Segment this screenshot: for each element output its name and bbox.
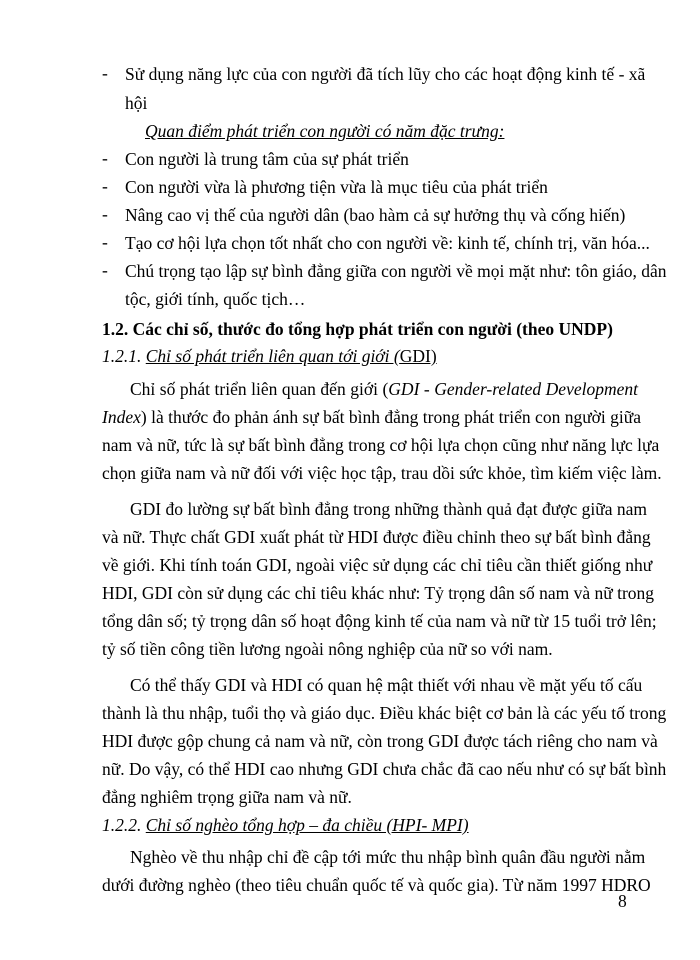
perspective-heading: Quan điểm phát triển con người có năm đặc trưng:: [145, 121, 505, 141]
bullet-text: Sử dụng năng lực của con người đã tích lũy cho các hoạt động kinh tế - xã: [125, 64, 646, 84]
section-title-abbr: GDI): [399, 346, 437, 366]
section-title: Chỉ số phát triển liên quan tới giới (: [145, 346, 400, 366]
paragraph-line: nữ. Do vậy, có thể HDI cao nhưng GDI chưa chắc đã cao nếu như có sự bất bình: [102, 759, 667, 779]
bullet-text: Con người vừa là phương tiện vừa là mục tiêu của phát triển: [125, 177, 548, 197]
section-title: Chỉ số nghèo tổng hợp – đa chiều (HPI- MPI): [145, 815, 469, 835]
bullet-dash: -: [102, 204, 108, 224]
bullet-dash: -: [102, 63, 108, 83]
text-run-italic: GDI - Gender-related Development: [388, 379, 638, 399]
text-run: ) là thước đo phản ánh sự bất bình đẳng trong phát triển con người giữa: [140, 407, 642, 427]
section-number: 1.2.2.: [102, 815, 146, 835]
bullet-text-cont: tộc, giới tính, quốc tịch…: [125, 289, 306, 309]
paragraph-line: Nghèo về thu nhập chỉ đề cập tới mức thu nhập bình quân đầu người nằm: [130, 847, 646, 867]
paragraph-line: GDI đo lường sự bất bình đẳng trong những thành quả đạt được giữa nam: [130, 499, 647, 519]
paragraph-line: [130, 378, 638, 400]
paragraph-line: [102, 406, 642, 428]
page-number: 8: [618, 891, 627, 911]
text-run: Chỉ số phát triển liên quan đến giới (: [130, 379, 389, 399]
section-number: 1.2.1.: [102, 346, 146, 366]
paragraph-line: thành là thu nhập, tuổi thọ và giáo dục. Điều khác biệt cơ bản là các yếu tố trong: [102, 703, 667, 723]
bullet-text: Con người là trung tâm của sự phát triển: [125, 149, 409, 169]
bullet-text: Tạo cơ hội lựa chọn tốt nhất cho con người về: kinh tế, chính trị, văn hóa...: [125, 233, 650, 253]
paragraph-line: chọn giữa nam và nữ đối với việc học tập, trau dồi sức khỏe, tìm kiếm việc làm.: [102, 463, 662, 483]
text-run-italic: Index: [102, 407, 141, 427]
section-heading-1-2-1: [102, 345, 437, 367]
paragraph-line: dưới đường nghèo (theo tiêu chuẩn quốc tế và quốc gia). Từ năm 1997 HDRO: [102, 875, 651, 895]
bullet-dash: -: [102, 148, 108, 168]
bullet-dash: -: [102, 232, 108, 252]
paragraph-line: Có thể thấy GDI và HDI có quan hệ mật thiết với nhau về mặt yếu tố cấu: [130, 675, 643, 695]
paragraph-line: HDI, GDI còn sử dụng các chỉ tiêu khác như: Tỷ trọng dân số nam và nữ trong: [102, 583, 655, 603]
paragraph-line: đẳng nghiêm trọng giữa nam và nữ.: [102, 787, 352, 807]
bullet-text: Nâng cao vị thế của người dân (bao hàm cả sự hưởng thụ và cống hiến): [125, 205, 626, 225]
paragraph-line: HDI được gộp chung cả nam và nữ, còn trong GDI được tách riêng cho nam và: [102, 731, 658, 751]
paragraph-line: về giới. Khi tính toán GDI, ngoài việc sử dụng các chỉ tiêu cần thiết giống như: [102, 555, 653, 575]
bullet-text: Chú trọng tạo lập sự bình đẳng giữa con người về mọi mặt như: tôn giáo, dân: [125, 261, 667, 281]
paragraph-line: và nữ. Thực chất GDI xuất phát từ HDI được điều chỉnh theo sự bất bình đẳng: [102, 527, 651, 547]
bullet-dash: -: [102, 260, 108, 280]
bullet-text-cont: hội: [125, 93, 148, 113]
section-heading-1-2: 1.2. Các chỉ số, thước đo tổng hợp phát triển con người (theo UNDP): [102, 319, 613, 339]
bullet-dash: -: [102, 176, 108, 196]
paragraph-line: nam và nữ, tức là sự bất bình đẳng trong cơ hội lựa chọn cũng như năng lực lựa: [102, 435, 660, 455]
section-heading-1-2-2: [102, 814, 469, 836]
paragraph-line: tổng dân số; tỷ trọng dân số hoạt động kinh tế của nam và nữ từ 15 tuổi trở lên;: [102, 611, 657, 631]
paragraph-line: tỷ số tiền công tiền lương ngoài nông nghiệp của nữ so với nam.: [102, 639, 553, 659]
